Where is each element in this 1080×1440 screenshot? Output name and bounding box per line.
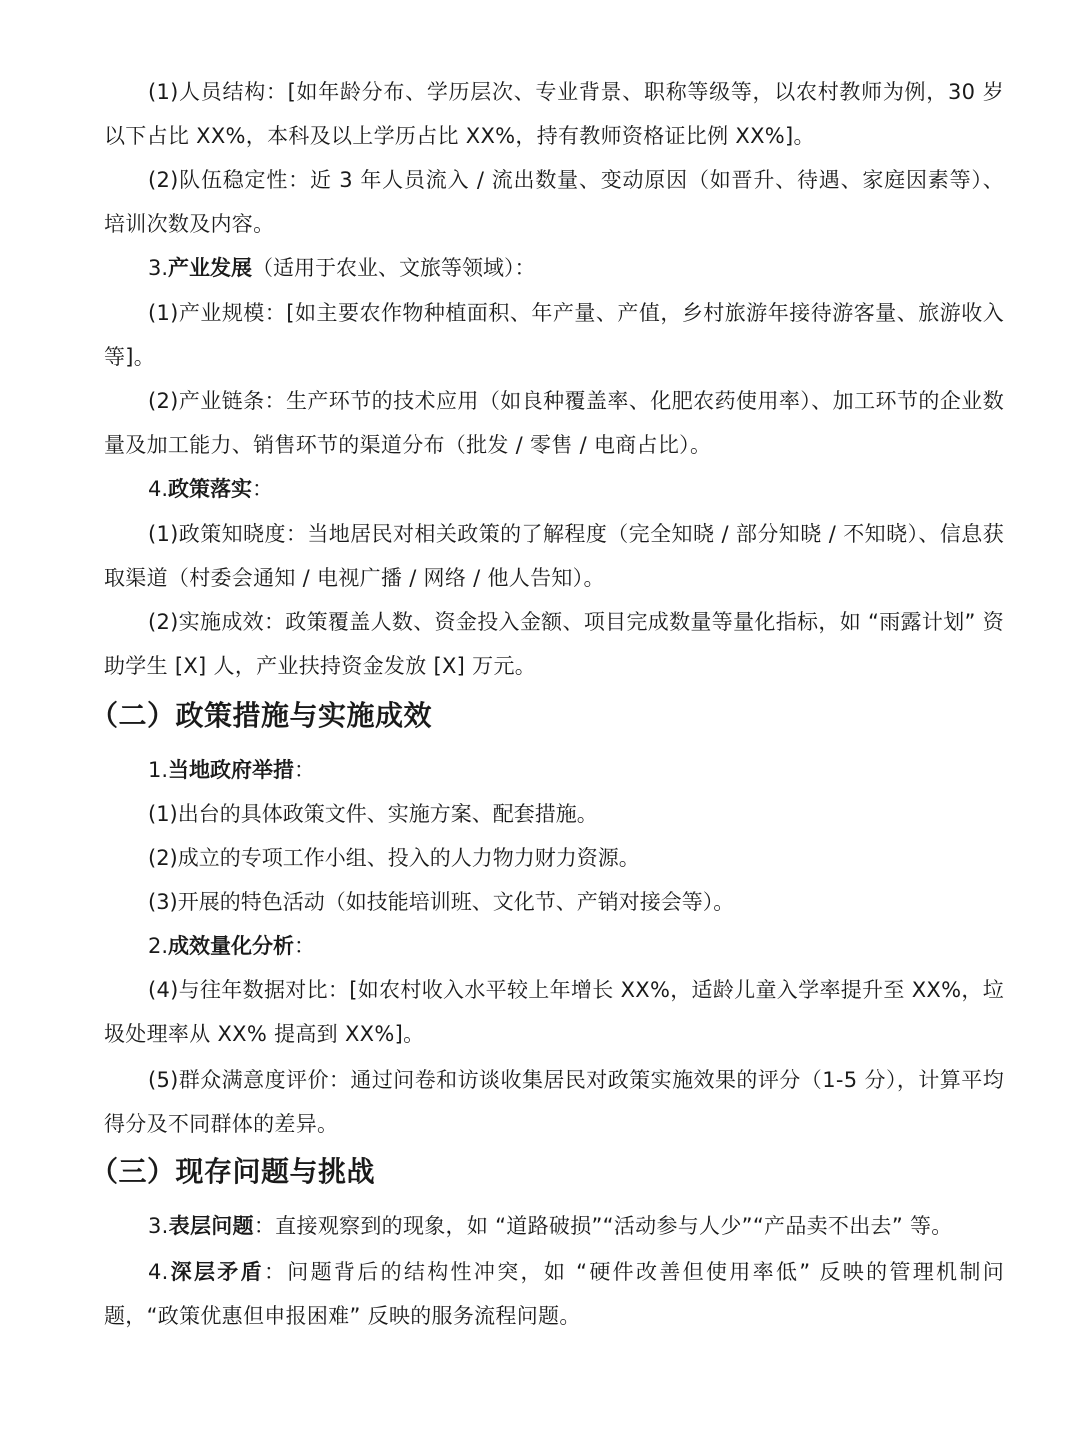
subheading-note: （适用于农业、文旅等领域）： [252, 256, 536, 280]
subheading-government-measures [148, 752, 1008, 788]
subheading-title: 当地政府举措 [168, 758, 295, 782]
list-item-policy-documents: (1)出台的具体政策文件、实施方案、配套措施。 [148, 802, 598, 826]
section-heading-policy-measures: （二）政策措施与实施成效 [90, 699, 433, 732]
subheading-number: 3. [148, 1214, 169, 1238]
subheading-number: 2. [148, 934, 169, 958]
paragraph-text: ：直接观察到的现象，如 “道路破损”“活动参与人少”“产品卖不出去” 等。 [253, 1214, 953, 1238]
paragraph-implementation-results: (2)实施成效：政策覆盖人数、资金投入金额、项目完成数量等量化指标，如 “雨露计划” 资助学生 [X] 人，产业扶持资金发放 [X] 万元。 [104, 610, 1004, 678]
list-item-working-group: (2)成立的专项工作小组、投入的人力物力财力资源。 [148, 846, 640, 870]
paragraph-satisfaction-evaluation: (5)群众满意度评价：通过问卷和访谈收集居民对政策实施效果的评分（1-5 分），计算平均得分及不同群体的差异。 [104, 1068, 1004, 1136]
section-heading-problems-challenges: （三）现存问题与挑战 [90, 1155, 376, 1188]
paragraph-industry-scale: (1)产业规模：[如主要农作物种植面积、年产量、产值，乡村旅游年接待游客量、旅游收入等]。 [104, 301, 1004, 369]
subheading-number: 4. [148, 1260, 169, 1284]
subheading-number: 4. [148, 477, 169, 501]
subheading-note: ： [252, 477, 274, 501]
list-item-special-activities: (3)开展的特色活动（如技能培训班、文化节、产销对接会等）。 [148, 890, 735, 914]
paragraph-deep-contradictions [104, 1250, 1004, 1338]
subheading-number: 1. [148, 758, 169, 782]
paragraph-industry-chain: (2)产业链条：生产环节的技术应用（如良种覆盖率、化肥农药使用率）、加工环节的企业数量及加工能力、销售环节的渠道分布（批发 / 零售 / 电商占比）。 [104, 389, 1004, 457]
subheading-number: 3. [148, 256, 169, 280]
subheading-quantitative-analysis [148, 928, 1008, 964]
paragraph-policy-awareness: (1)政策知晓度：当地居民对相关政策的了解程度（完全知晓 / 部分知晓 / 不知晓）、信息获取渠道（村委会通知 / 电视广播 / 网络 / 他人告知）。 [104, 522, 1004, 590]
paragraph-surface-problems [104, 1204, 1004, 1248]
paragraph-text: ：问题背后的结构性冲突，如 “硬件改善但使用率低” 反映的管理机制问题，“政策优惠但申报困难” 反映的服务流程问题。 [104, 1260, 1005, 1328]
subheading-policy-implementation [148, 471, 1008, 507]
subheading-note: ： [294, 934, 316, 958]
paragraph-team-stability: (2)队伍稳定性：近 3 年人员流入 / 流出数量、变动原因（如晋升、待遇、家庭因素等）、培训次数及内容。 [104, 168, 1004, 236]
paragraph-personnel-structure: (1)人员结构：[如年龄分布、学历层次、专业背景、职称等级等，以农村教师为例，30 岁以下占比 XX%，本科及以上学历占比 XX%，持有教师资格证比例 XX%]。 [104, 80, 1004, 148]
subheading-note: ： [294, 758, 316, 782]
subheading-title: 政策落实 [168, 477, 253, 501]
subheading-title: 成效量化分析 [168, 934, 295, 958]
subheading-industry-development [148, 250, 1008, 286]
paragraph-year-comparison: (4)与往年数据对比：[如农村收入水平较上年增长 XX%，适龄儿童入学率提升至 XX%，垃圾处理率从 XX% 提高到 XX%]。 [104, 978, 1004, 1046]
subheading-title: 深层矛盾 [168, 1260, 264, 1284]
subheading-title: 表层问题 [168, 1214, 254, 1238]
subheading-title: 产业发展 [168, 256, 253, 280]
